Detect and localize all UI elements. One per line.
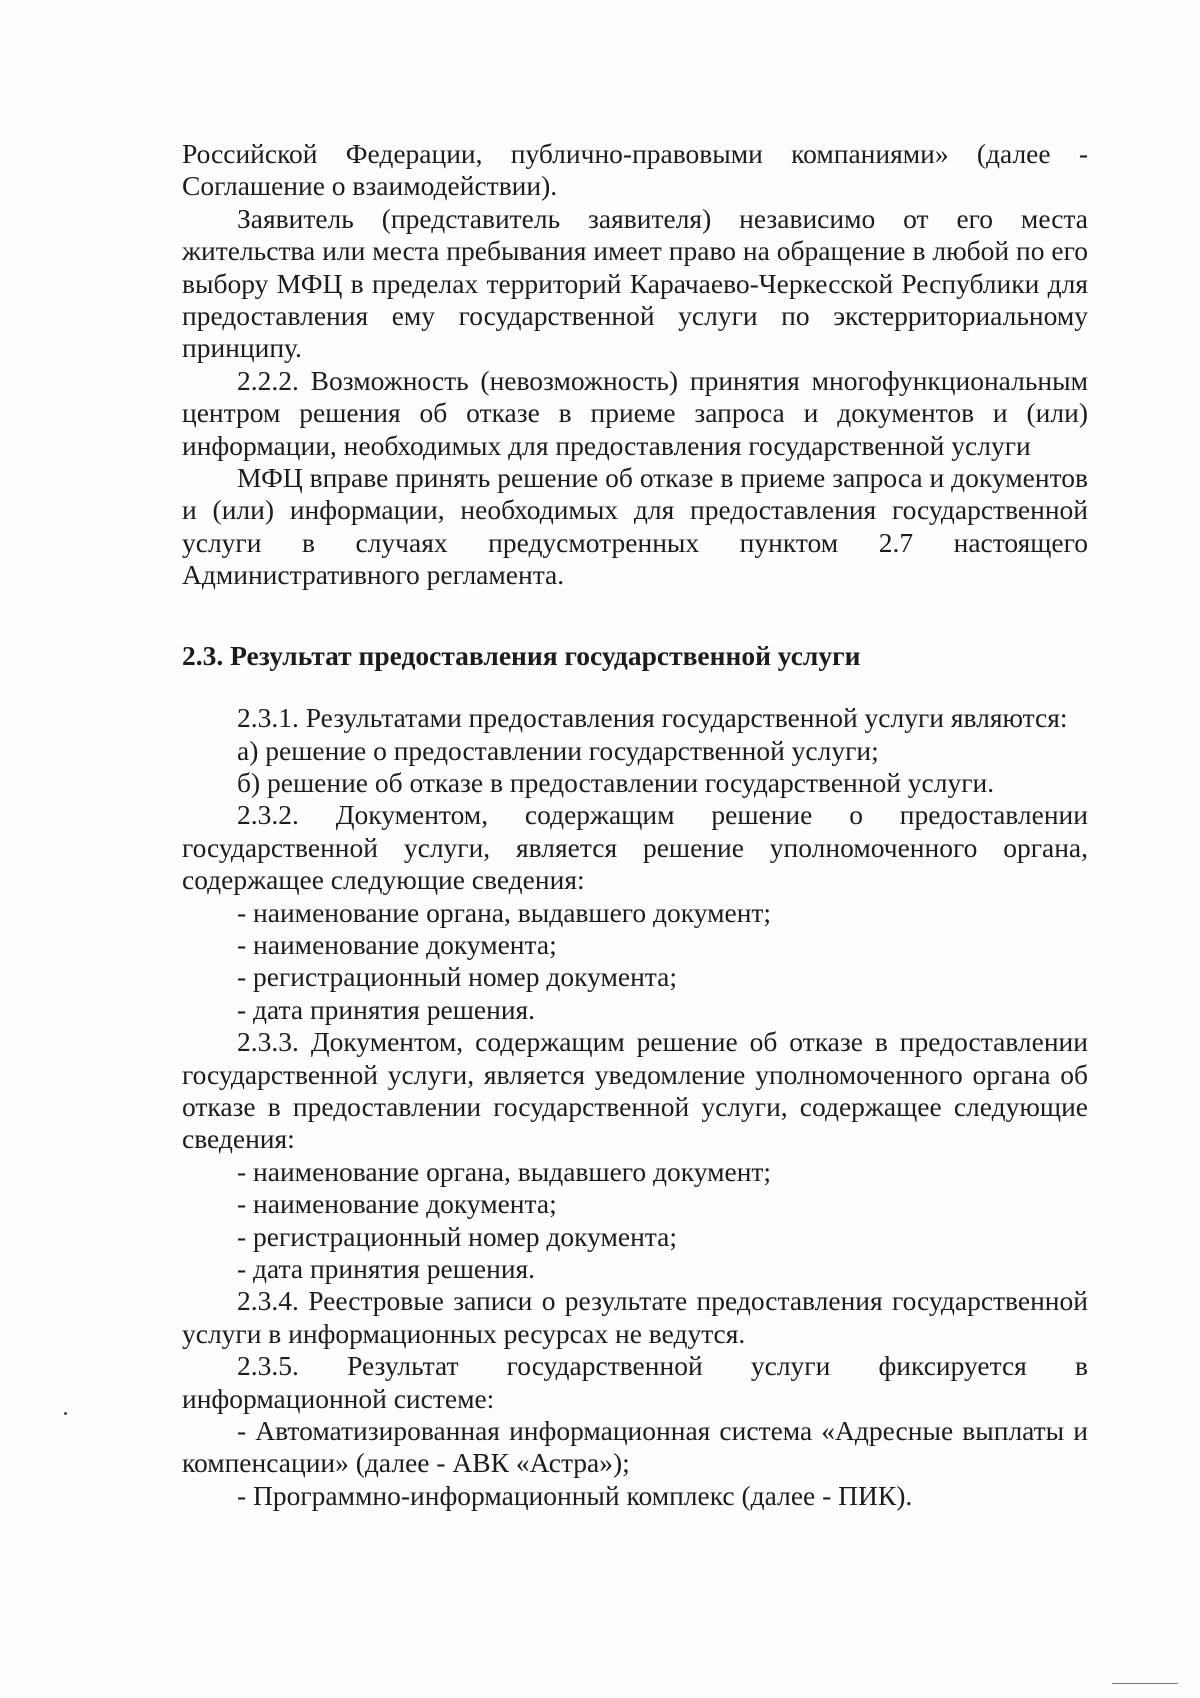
paragraph-mfc-right: МФЦ вправе принять решение об отказе в приеме запроса и документов и (или) информации, необходимых для предоставления государственной услуги в случаях предусмотренных пунктом 2.7 настоящего Административного регламента. [182, 462, 1088, 591]
paragraph-2-3-4: 2.3.4. Реестровые записи о результате предоставления государственной услуги в информационных ресурсах не ведутся. [182, 1285, 1088, 1349]
list-item: - регистрационный номер документа; [237, 1220, 677, 1252]
list-item-2-3-1-a: а) решение о предоставлении государственной услуги; [237, 734, 879, 766]
paragraph-2-3-3: 2.3.3. Документом, содержащим решение об отказе в предоставлении государственной услуги, является уведомление уполномоченного органа об отказе в предоставлении государственной услуги, содержащее следующие сведения: [182, 1026, 1088, 1155]
list-item: - наименование документа; [237, 1188, 557, 1220]
document-body [182, 138, 1088, 1512]
list-item: - наименование документа; [237, 928, 557, 960]
list-item: - регистрационный номер документа; [237, 961, 677, 993]
section-heading-2-3: 2.3. Результат предоставления государственной услуги [182, 639, 861, 671]
list-item: - наименование органа, выдавшего документ; [237, 1155, 772, 1187]
list-item-pik: - Программно-информационный комплекс (далее - ПИК). [237, 1479, 913, 1511]
paragraph-2-3-1: 2.3.1. Результатами предоставления государственной услуги являются: [237, 702, 1068, 734]
scan-speck [64, 1412, 67, 1415]
list-item: - наименование органа, выдавшего документ; [237, 896, 772, 928]
paragraph-intro: Российской Федерации, публично-правовыми компаниями» (далее - Соглашение о взаимодействии). [182, 138, 1088, 202]
paragraph-applicant: Заявитель (представитель заявителя) независимо от его места жительства или места пребывания имеет право на обращение в любой по его выбору МФЦ в пределах территорий Карачаево-Черкесской Республики для предоставления ему государственной услуги по экстерриториальному принципу. [182, 202, 1088, 364]
list-item: - дата принятия решения. [237, 993, 536, 1025]
list-item-avk-astra: - Автоматизированная информационная система «Адресные выплаты и компенсации» (далее - АВК «Астра»); [182, 1415, 1088, 1479]
list-item: - дата принятия решения. [237, 1253, 536, 1284]
list-item-2-3-1-b: б) решение об отказе в предоставлении государственной услуги. [237, 766, 995, 798]
scan-edge-line [1112, 1683, 1178, 1684]
paragraph-2-3-2: 2.3.2. Документом, содержащим решение о предоставлении государственной услуги, является решение уполномоченного органа, содержащее следующие сведения: [182, 799, 1088, 896]
paragraph-2-2-2: 2.2.2. Возможность (невозможность) принятия многофункциональным центром решения об отказе в приеме запроса и документов и (или) информации, необходимых для предоставления государственной услуги [182, 364, 1088, 461]
paragraph-2-3-5: 2.3.5. Результат государственной услуги фиксируется в информационной системе: [182, 1350, 1088, 1414]
